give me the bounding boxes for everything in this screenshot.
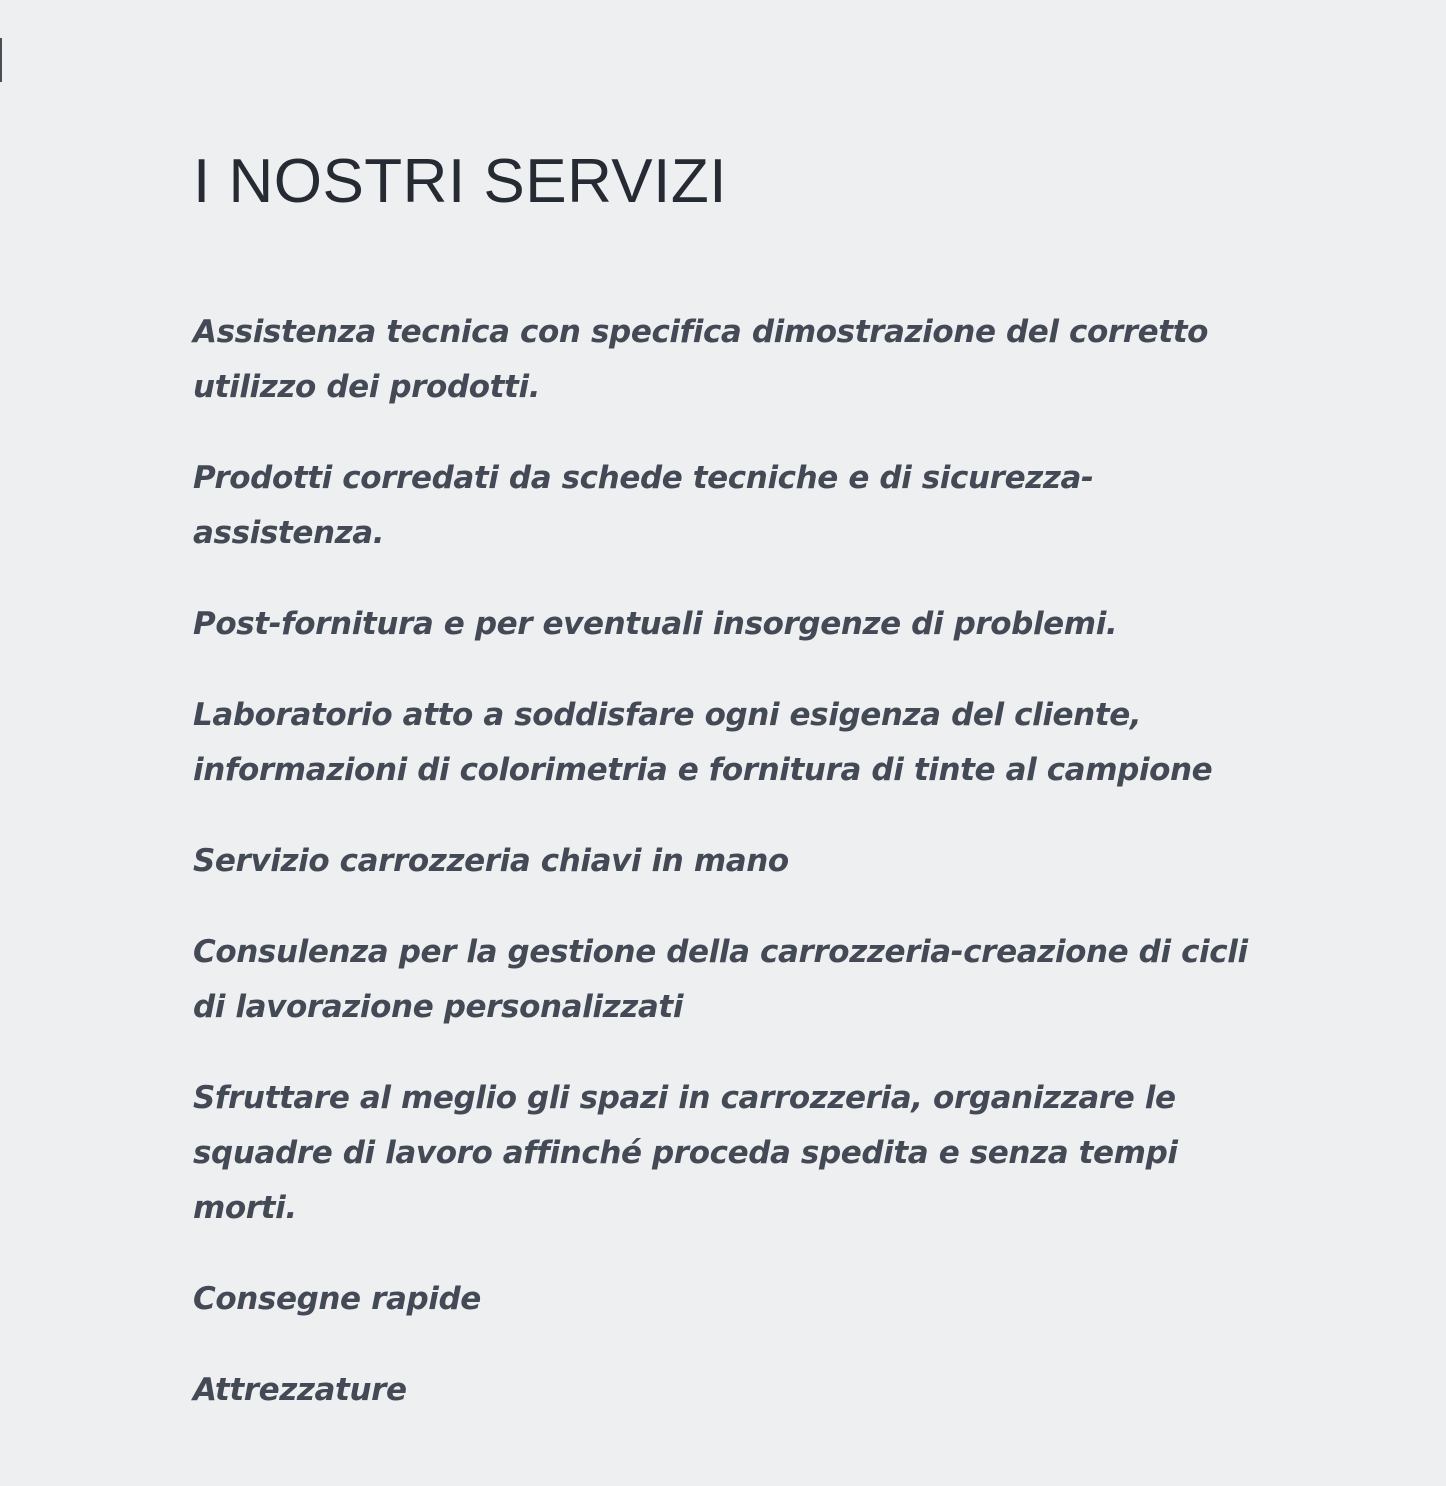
page-title: I NOSTRI SERVIZI [193,147,727,216]
services-section [193,146,1253,1454]
service-consulting: Consulenza per la gestione della carrozzeria-creazione di cicli di lavorazione personalizzati [193,934,1248,1025]
service-laboratory: Laboratorio atto a soddisfare ogni esigenza del cliente, informazioni di colorimetria e fornitura di tinte al campione [193,697,1213,788]
services-list [193,305,1253,1418]
service-space-organization: Sfruttare al meglio gli spazi in carrozzeria, organizzare le squadre di lavoro affinché proceda spedita e senza tempi morti. [193,1080,1178,1226]
service-fast-delivery: Consegne rapide [193,1281,481,1317]
service-post-supply: Post-fornitura e per eventuali insorgenze di problemi. [193,606,1118,642]
left-edge-divider [0,38,2,82]
service-equipment: Attrezzature [193,1372,407,1408]
service-technical-sheets: Prodotti corredati da schede tecniche e di sicurezza-assistenza. [193,460,1094,551]
service-turnkey-bodyshop: Servizio carrozzeria chiavi in mano [193,843,789,879]
service-technical-assistance: Assistenza tecnica con specifica dimostrazione del corretto utilizzo dei prodotti. [193,314,1209,405]
